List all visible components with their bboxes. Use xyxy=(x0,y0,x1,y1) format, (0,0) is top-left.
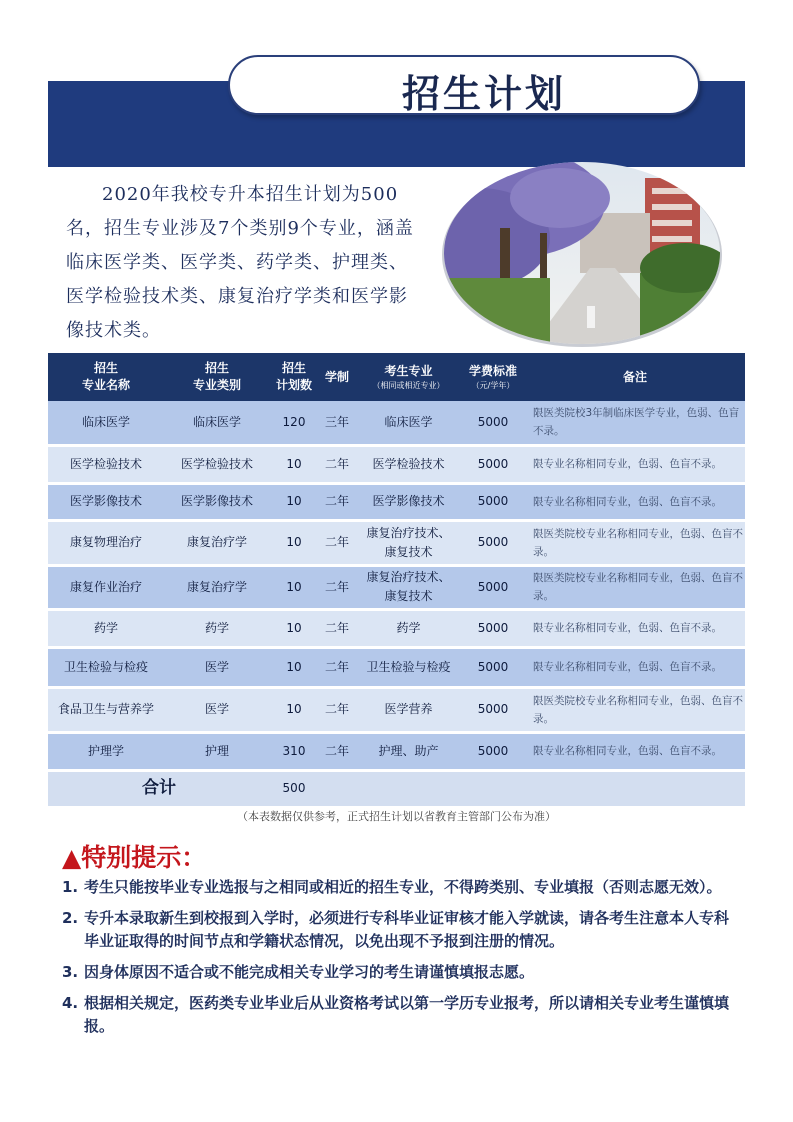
list-item-text: 专升本录取新生到校报到入学时，必须进行专科毕业证审核才能入学就读，请各考生注意本人专科毕业证取得的时间节点和学籍状态情况，以免出现不予报到注册的情况。 xyxy=(84,909,730,950)
cell-major: 医学影像技术 xyxy=(48,483,164,520)
cell-major: 康复作业治疗 xyxy=(48,565,164,609)
list-item xyxy=(62,907,742,953)
table-row xyxy=(48,687,745,732)
cell-duration: 二年 xyxy=(318,565,356,609)
cell-category: 医学 xyxy=(164,687,270,732)
list-item-number: 4. xyxy=(62,994,79,1012)
cell-major: 临床医学 xyxy=(48,401,164,445)
cell-fee: 5000 xyxy=(461,401,525,445)
cell-category: 药学 xyxy=(164,609,270,647)
cell-fee: 5000 xyxy=(461,565,525,609)
cell-major: 康复物理治疗 xyxy=(48,520,164,565)
list-item xyxy=(62,961,742,984)
enrollment-plan-table xyxy=(48,353,745,809)
table-row xyxy=(48,520,745,565)
cell-remark: 限医类院校专业名称相同专业，色弱、色盲不录。 xyxy=(525,687,745,732)
cell-source-major: 医学检验技术 xyxy=(356,445,461,483)
cell-source-major: 医学影像技术 xyxy=(356,483,461,520)
cell-category: 医学 xyxy=(164,647,270,687)
page-title: 招生计划 xyxy=(401,72,566,116)
cell-plan: 10 xyxy=(270,565,318,609)
cell-remark: 限医类院校3年制临床医学专业，色弱、色盲不录。 xyxy=(525,401,745,445)
cell-fee: 5000 xyxy=(461,687,525,732)
list-item xyxy=(62,876,742,899)
list-item-text: 根据相关规定，医药类专业毕业后从业资格考试以第一学历专业报考，所以请相关专业考生谨慎填报。 xyxy=(84,994,730,1035)
cell-duration: 二年 xyxy=(318,483,356,520)
cell-major: 护理学 xyxy=(48,732,164,770)
cell-plan: 310 xyxy=(270,732,318,770)
table-row xyxy=(48,483,745,520)
cell-remark: 限医类院校专业名称相同专业，色弱、色盲不录。 xyxy=(525,565,745,609)
title-pill xyxy=(228,55,700,115)
table-header-row xyxy=(48,353,745,401)
table-row xyxy=(48,609,745,647)
cell-plan: 10 xyxy=(270,609,318,647)
cell-duration: 二年 xyxy=(318,609,356,647)
cell-duration: 二年 xyxy=(318,732,356,770)
cell-major: 食品卫生与营养学 xyxy=(48,687,164,732)
cell-major: 卫生检验与检疫 xyxy=(48,647,164,687)
table-total-row xyxy=(48,770,745,807)
list-item-text: 考生只能按毕业专业选报与之相同或相近的招生专业，不得跨类别、专业填报（否则志愿无效）。 xyxy=(84,878,722,896)
cell-major: 药学 xyxy=(48,609,164,647)
col-header-fee: 学费标准 （元/学年） xyxy=(461,353,525,401)
col-header-duration: 学制 xyxy=(318,353,356,401)
cell-plan: 120 xyxy=(270,401,318,445)
cell-duration: 二年 xyxy=(318,647,356,687)
col-header-major: 招生 专业名称 xyxy=(48,353,164,401)
special-notice-title: 特别提示： xyxy=(81,843,207,872)
total-value: 500 xyxy=(270,770,318,807)
cell-remark: 限专业名称相同专业，色弱、色盲不录。 xyxy=(525,732,745,770)
cell-remark: 限医类院校专业名称相同专业，色弱、色盲不录。 xyxy=(525,520,745,565)
cell-category: 护理 xyxy=(164,732,270,770)
col-header-remark: 备注 xyxy=(525,353,745,401)
table-row xyxy=(48,647,745,687)
cell-plan: 10 xyxy=(270,647,318,687)
cell-fee: 5000 xyxy=(461,647,525,687)
cell-remark: 限专业名称相同专业，色弱、色盲不录。 xyxy=(525,445,745,483)
cell-source-major: 护理、助产 xyxy=(356,732,461,770)
cell-fee: 5000 xyxy=(461,445,525,483)
cell-category: 医学检验技术 xyxy=(164,445,270,483)
intro-paragraph: 2020年我校专升本招生计划为500名，招生专业涉及7个类别9个专业，涵盖临床医学类、医学类、药学类、护理类、医学检验技术类、康复治疗学类和医学影像技术类。 xyxy=(66,184,414,341)
col-header-plan: 招生 计划数 xyxy=(270,353,318,401)
col-header-category: 招生 专业类别 xyxy=(164,353,270,401)
cell-duration: 二年 xyxy=(318,687,356,732)
cell-duration: 三年 xyxy=(318,401,356,445)
cell-category: 医学影像技术 xyxy=(164,483,270,520)
cell-source-major: 医学营养 xyxy=(356,687,461,732)
warning-triangle-icon: ▲ xyxy=(62,843,82,872)
special-notice-list xyxy=(62,876,742,1046)
campus-photo xyxy=(440,158,725,348)
cell-fee: 5000 xyxy=(461,609,525,647)
table-row xyxy=(48,565,745,609)
cell-category: 临床医学 xyxy=(164,401,270,445)
table-row xyxy=(48,401,745,445)
cell-source-major: 临床医学 xyxy=(356,401,461,445)
cell-remark: 限专业名称相同专业，色弱、色盲不录。 xyxy=(525,609,745,647)
cell-duration: 二年 xyxy=(318,520,356,565)
total-empty xyxy=(318,770,745,807)
cell-major: 医学检验技术 xyxy=(48,445,164,483)
cell-source-major: 卫生检验与检疫 xyxy=(356,647,461,687)
cell-plan: 10 xyxy=(270,520,318,565)
special-notice-heading xyxy=(62,838,206,874)
table-row xyxy=(48,732,745,770)
cell-source-major: 康复治疗技术、 康复技术 xyxy=(356,565,461,609)
list-item xyxy=(62,992,742,1038)
cell-plan: 10 xyxy=(270,445,318,483)
total-label: 合计 xyxy=(48,770,270,807)
col-header-source-major: 考生专业 （相同或相近专业） xyxy=(356,353,461,401)
list-item-text: 因身体原因不适合或不能完成相关专业学习的考生请谨慎填报志愿。 xyxy=(84,963,535,981)
cell-plan: 10 xyxy=(270,483,318,520)
cell-category: 康复治疗学 xyxy=(164,565,270,609)
table-footnote: （本表数据仅供参考，正式招生计划以省教育主管部门公布为准） xyxy=(237,810,556,823)
table-row xyxy=(48,445,745,483)
cell-source-major: 康复治疗技术、 康复技术 xyxy=(356,520,461,565)
cell-fee: 5000 xyxy=(461,520,525,565)
cell-duration: 二年 xyxy=(318,445,356,483)
cell-fee: 5000 xyxy=(461,483,525,520)
cell-plan: 10 xyxy=(270,687,318,732)
cell-source-major: 药学 xyxy=(356,609,461,647)
cell-fee: 5000 xyxy=(461,732,525,770)
list-item-number: 3. xyxy=(62,963,79,981)
cell-category: 康复治疗学 xyxy=(164,520,270,565)
list-item-number: 1. xyxy=(62,878,79,896)
cell-remark: 限专业名称相同专业，色弱、色盲不录。 xyxy=(525,483,745,520)
cell-remark: 限专业名称相同专业，色弱、色盲不录。 xyxy=(525,647,745,687)
list-item-number: 2. xyxy=(62,909,79,927)
